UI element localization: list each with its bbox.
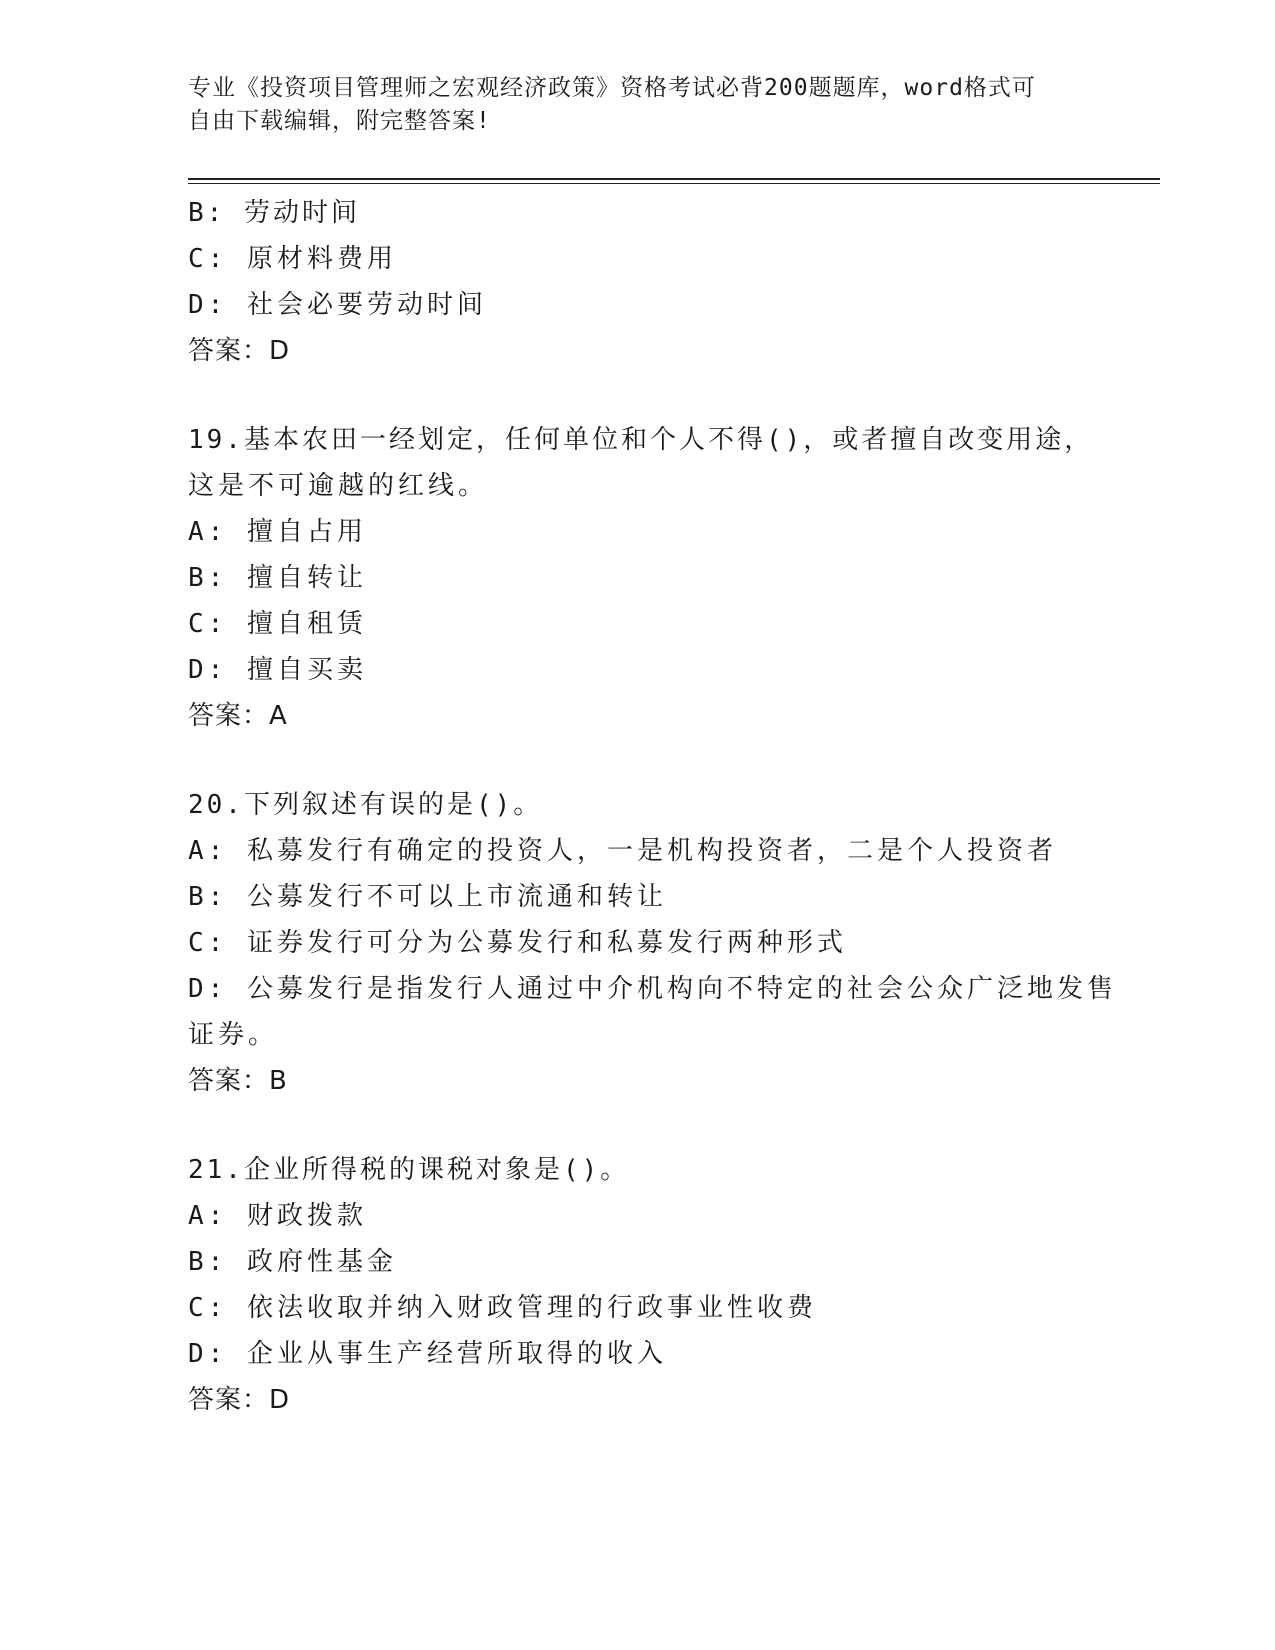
spacer	[188, 1104, 1088, 1147]
option-c: C: 依法收取并纳入财政管理的行政事业性收费	[188, 1293, 817, 1323]
header-line-1: 专业《投资项目管理师之宏观经济政策》资格考试必背200题题库，word格式可	[188, 75, 1036, 101]
question-stem: 19.基本农田一经划定，任何单位和个人不得()，或者擅自改变用途，	[188, 425, 1094, 455]
question-stem: 20.下列叙述有误的是()。	[188, 790, 543, 820]
header-line-2: 自由下载编辑，附完整答案!	[188, 108, 491, 134]
answer-line: 答案：D	[188, 336, 291, 366]
option-b: B: 劳动时间	[188, 198, 360, 228]
page-header	[188, 72, 1068, 138]
answer-line: 答案：B	[188, 1066, 288, 1096]
question-19	[188, 417, 1094, 739]
question-stem-continued: 这是不可逾越的红线。	[188, 471, 489, 501]
option-d: D: 企业从事生产经营所取得的收入	[188, 1339, 667, 1369]
question-18-continued	[188, 190, 1088, 374]
option-d: D: 社会必要劳动时间	[188, 290, 487, 320]
option-a: A: 擅自占用	[188, 517, 367, 547]
option-c: C: 擅自租赁	[188, 609, 367, 639]
option-d: D: 擅自买卖	[188, 655, 367, 685]
header-divider-thick	[188, 178, 1160, 180]
answer-line: 答案：D	[188, 1385, 291, 1415]
spacer	[188, 374, 1088, 417]
option-c: C: 证券发行可分为公募发行和私募发行两种形式	[188, 928, 847, 958]
question-content	[188, 190, 1117, 1423]
option-d: D: 公募发行是指发行人通过中介机构向不特定的社会公众广泛地发售	[188, 974, 1117, 1004]
question-20	[188, 782, 1117, 1104]
answer-line: 答案：A	[188, 701, 288, 731]
option-c: C: 原材料费用	[188, 244, 397, 274]
option-a: A: 财政拨款	[188, 1201, 367, 1231]
option-a: A: 私募发行有确定的投资人，一是机构投资者，二是个人投资者	[188, 836, 1057, 866]
option-d-continued: 证券。	[188, 1020, 279, 1050]
option-b: B: 政府性基金	[188, 1247, 397, 1277]
header-divider-thin	[188, 183, 1160, 184]
question-stem: 21.企业所得税的课税对象是()。	[188, 1155, 630, 1185]
option-b: B: 公募发行不可以上市流通和转让	[188, 882, 667, 912]
question-21	[188, 1147, 1088, 1423]
option-b: B: 擅自转让	[188, 563, 367, 593]
spacer	[188, 739, 1088, 782]
